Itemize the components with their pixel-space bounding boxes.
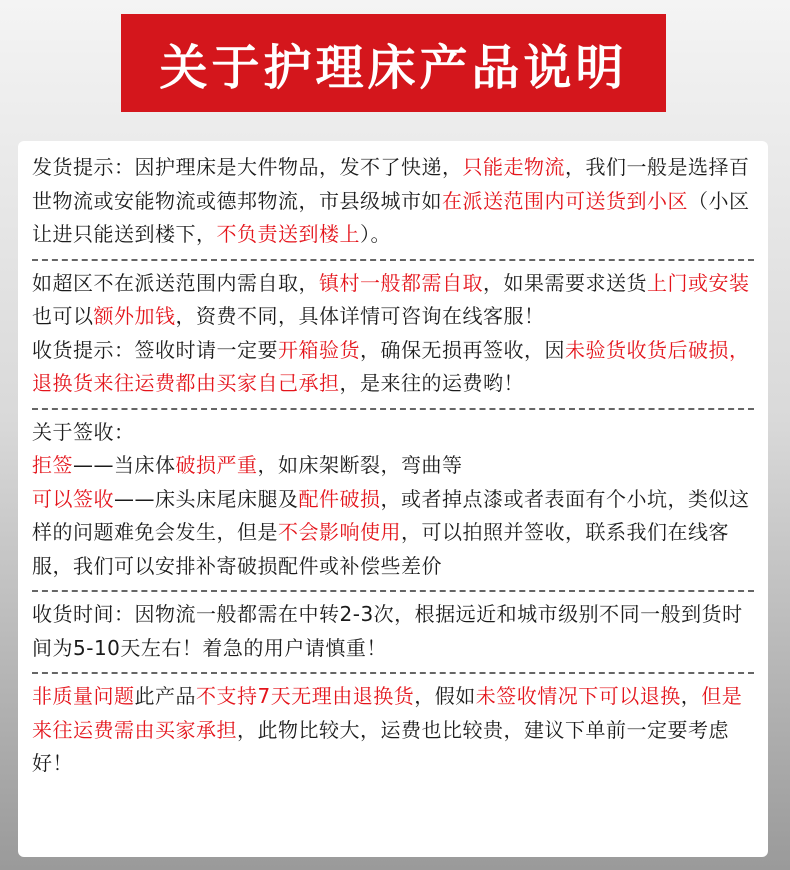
highlight-text: 可以签收 (32, 486, 114, 511)
dashed-divider (32, 259, 754, 261)
paragraph (32, 334, 754, 401)
paragraph (32, 416, 754, 450)
dashed-divider (32, 590, 754, 592)
text-run: ，如果需要求送货 (483, 270, 647, 295)
highlight-text: 只能走物流 (462, 155, 565, 179)
highlight-text: 未验货收货后破损，退换货来往运费都由买家自己承担 (32, 337, 750, 395)
highlight-text: 镇村一般都需自取 (319, 270, 483, 295)
text-run: ，资费不同，具体详情可咨询在线客服！ (175, 304, 545, 328)
text-run: 收货时间：因物流一般都需在中转2-3次，根据远近和城市级别不同一般到货时间为5-10天左右！着急的用户请慎重！ (32, 602, 743, 660)
dashed-divider (32, 408, 754, 410)
highlight-text: 拒签 (32, 453, 73, 477)
paragraph (32, 483, 754, 584)
signing-rules-section (32, 416, 754, 584)
text-run: 如超区不在派送范围内需自取， (32, 270, 319, 295)
paragraph (32, 598, 754, 665)
text-run: ， (680, 684, 702, 708)
highlight-text: 额外加钱 (93, 304, 176, 328)
text-run: 此产品 (134, 684, 196, 708)
text-run: ）。 (360, 222, 391, 246)
highlight-text: 未签收情况下可以退换 (475, 684, 681, 708)
text-run: 关于签收： (32, 419, 135, 444)
paragraph (32, 151, 754, 252)
text-run: ，确保无损再签收，因 (360, 337, 565, 362)
highlight-text: 不会影响使用 (278, 520, 401, 544)
text-run: ，此物比较大，运费也比较贵，建议下单前一定要考虑好！ (32, 717, 729, 775)
paragraph (32, 449, 754, 483)
highlight-text: 不负责送到楼上 (216, 222, 360, 246)
text-run: ，我们一般是选择百世物流或安能物流或德邦物流，市县级城市如 (32, 155, 750, 213)
highlight-text: 但是来往运费需由买家承担 (32, 684, 743, 742)
highlight-text: 上门或安装 (647, 270, 750, 295)
text-run: ，假如 (414, 684, 476, 708)
text-run: ——当床体 (73, 453, 176, 477)
text-run: ，如床架断裂，弯曲等 (257, 453, 463, 477)
paragraph (32, 267, 754, 334)
dashed-divider (32, 672, 754, 674)
text-run: ，是来往的运费哟！ (339, 371, 524, 395)
highlight-text: 非质量问题 (32, 684, 135, 708)
page-title: 关于护理床产品说明 (159, 39, 628, 96)
text-run: ，或者掉点漆或者表面有个小坑，类似这样的问题难免会发生，但是 (32, 486, 750, 544)
return-policy-section (32, 680, 754, 781)
delivery-time-section (32, 598, 754, 665)
paragraph (32, 680, 754, 781)
highlight-text: 开箱验货 (278, 337, 360, 362)
shipping-notice-section (32, 151, 754, 252)
pickup-and-receiving-section (32, 267, 754, 401)
text-run: ——床头床尾床腿及 (114, 486, 299, 511)
info-card (18, 141, 768, 857)
highlight-text: 不支持7天无理由退换货 (196, 684, 415, 708)
text-run: ，可以拍照并签收，联系我们在线客服，我们可以安排补寄破损配件或补偿些差价 (32, 520, 729, 578)
page-title-banner (121, 14, 666, 112)
text-run: 也可以 (32, 304, 94, 328)
text-run: 收货提示：签收时请一定要 (32, 337, 278, 362)
highlight-text: 配件破损 (298, 486, 381, 511)
highlight-text: 在派送范围内可送货到小区 (442, 188, 688, 213)
text-run: 发货提示：因护理床是大件物品，发不了快递， (32, 155, 463, 179)
highlight-text: 破损严重 (175, 453, 258, 477)
text-run: （小区让进只能送到楼下， (32, 188, 750, 246)
